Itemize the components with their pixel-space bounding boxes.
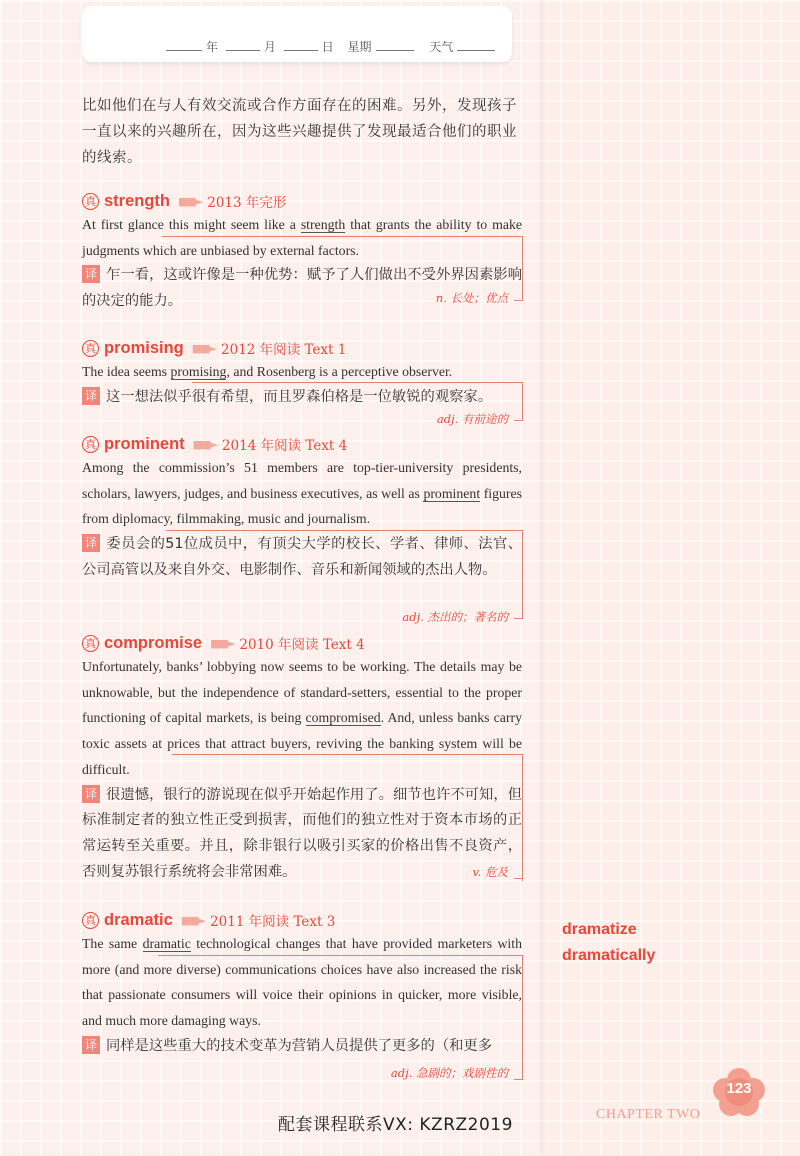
entry-promising [82, 337, 522, 426]
entry-heading [82, 190, 522, 212]
entry-dramatic [82, 909, 522, 1080]
intro-paragraph: 比如他们在与人有效交流或合作方面存在的困难。另外，发现孩子一直以来的兴趣所在，因为这些兴趣提供了发现最适合他们的职业的线索。 [82, 98, 517, 166]
date-header-box [82, 6, 512, 62]
chinese-translation: 译 这一想法似乎很有希望，而且罗森伯格是一位敏锐的观察家。 [82, 385, 522, 411]
source-label: 2010 年阅读 Text 4 [239, 637, 365, 653]
entry-heading [82, 909, 522, 931]
chinese-translation: 译 乍一看，这或许像是一种优势：赋予了人们做出不受外界因素影响的决定的能力。 [82, 267, 522, 310]
arrow-icon: ■■► [192, 437, 216, 451]
translate-badge-icon: 译 [82, 1036, 100, 1054]
chinese-translation: 译 同样是这些重大的技术变革为营销人员提供了更多的（和更多 [82, 1034, 522, 1060]
translate-badge-icon: 译 [82, 785, 100, 803]
footer-watermark: 配套课程联系VX: KZRZ2019 [278, 1115, 513, 1135]
chinese-translation: 译 委员会的51位成员中，有顶尖大学的校长、学者、律师、法官、公司高管以及来自外交、电影制作、音乐和新闻领域的杰出人物。 [82, 536, 522, 578]
entry-heading [82, 337, 522, 359]
meaning-label: v. 危及 [472, 865, 508, 879]
entry-strength [82, 190, 522, 315]
bracket-tail [514, 300, 522, 301]
vocab-word: promising [104, 338, 184, 357]
english-sentence: Among the commission’s 51 members are top-tier-university presidents, scholars, lawyers, judges, and business executives, as well as prominent figures from diplomacy, filmmaking, music and journalism. [82, 460, 523, 527]
arrow-icon: ■■► [210, 636, 234, 650]
weather-label: 天气 [429, 40, 454, 54]
translate-badge-icon: 译 [82, 265, 100, 283]
meaning-label: adj. 急剧的；戏剧性的 [390, 1066, 508, 1080]
bracket-tail [514, 420, 522, 421]
derived-words [562, 917, 655, 969]
meaning-label: n. 长处；优点 [435, 291, 508, 305]
vocab-word: compromise [104, 633, 203, 652]
source-label: 2013 年完形 [207, 195, 287, 211]
translate-badge-icon: 译 [82, 387, 100, 405]
bracket-tail [514, 1079, 522, 1080]
entry-compromise [82, 632, 522, 885]
underlined-word: dramatic [142, 936, 191, 951]
english-sentence: At first glance this might seem like a strength that grants the ability to make judgments which are unbiased by external factors. [82, 217, 523, 258]
date-line [162, 38, 499, 55]
vocab-word: prominent [104, 434, 185, 453]
vocab-word: strength [104, 191, 170, 210]
source-label: 2012 年阅读 Text 1 [221, 342, 347, 358]
english-sentence: The idea seems promising, and Rosenberg is a perceptive observer. [82, 364, 453, 379]
entry-heading [82, 632, 522, 654]
underlined-word: prominent [423, 485, 481, 501]
page-number: 123 [726, 1080, 752, 1097]
weekday-label: 星期 [347, 40, 372, 54]
arrow-icon: ■■► [180, 913, 205, 927]
chinese-translation: 译 很遗憾，银行的游说现在似乎开始起作用了。细节也许不可知，但标准制定者的独立性正受到损害，而他们的独立性对于资本市场的正常运转至关重要。并且，除非银行以吸引买家的价格出售不良资产，否则复苏银行系统将会非常困难。 [82, 786, 522, 880]
zhen-badge-icon: 真 [82, 340, 99, 357]
zhen-badge-icon: 真 [82, 193, 99, 210]
underlined-word: compromised [305, 710, 381, 726]
meaning-bracket [166, 530, 523, 619]
year-label: 年 [206, 40, 219, 54]
bracket-tail [514, 618, 522, 619]
source-label: 2014 年阅读 Text 4 [221, 438, 348, 454]
source-label: 2011 年阅读 Text 3 [210, 914, 336, 930]
meaning-bracket [172, 754, 523, 881]
chapter-label: CHAPTER TWO [596, 1107, 701, 1122]
entry-heading [82, 433, 522, 455]
vocab-word: dramatic [104, 910, 173, 929]
meaning-bracket [158, 955, 523, 1080]
derived-word: dramatically [562, 947, 656, 964]
arrow-icon: ■■► [191, 341, 216, 355]
zhen-badge-icon: 真 [82, 635, 99, 652]
zhen-badge-icon: 真 [82, 436, 99, 453]
english-sentence: The same dramatic technological changes that have provided marketers with more (and more diverse) communications choices have also increased the risk that passionate consumers will voice their opinions in quicker, more visible, and much more damaging ways. [82, 936, 522, 1029]
month-label: 月 [263, 40, 276, 54]
arrow-icon: ■■► [178, 194, 202, 208]
translate-badge-icon: 译 [82, 534, 100, 552]
english-sentence: Unfortunately, banks’ lobbying now seems to be working. The details may be unknowable, but the independence of standard-setters, essential to the proper functioning of capital markets, is being compromised. And, unless banks carry toxic assets at prices that attract buyers, reviving the banking system will be difficult. [82, 659, 523, 777]
bracket-tail [514, 878, 522, 879]
zhen-badge-icon: 真 [82, 912, 99, 929]
day-label: 日 [321, 40, 334, 54]
entry-prominent [82, 433, 523, 624]
underlined-word: promising [170, 364, 227, 379]
derived-word: dramatize [562, 921, 637, 938]
underlined-word: strength [300, 217, 346, 232]
meaning-label: adj. 有前途的 [436, 412, 508, 426]
meaning-label: adj. 杰出的；著名的 [402, 610, 508, 624]
